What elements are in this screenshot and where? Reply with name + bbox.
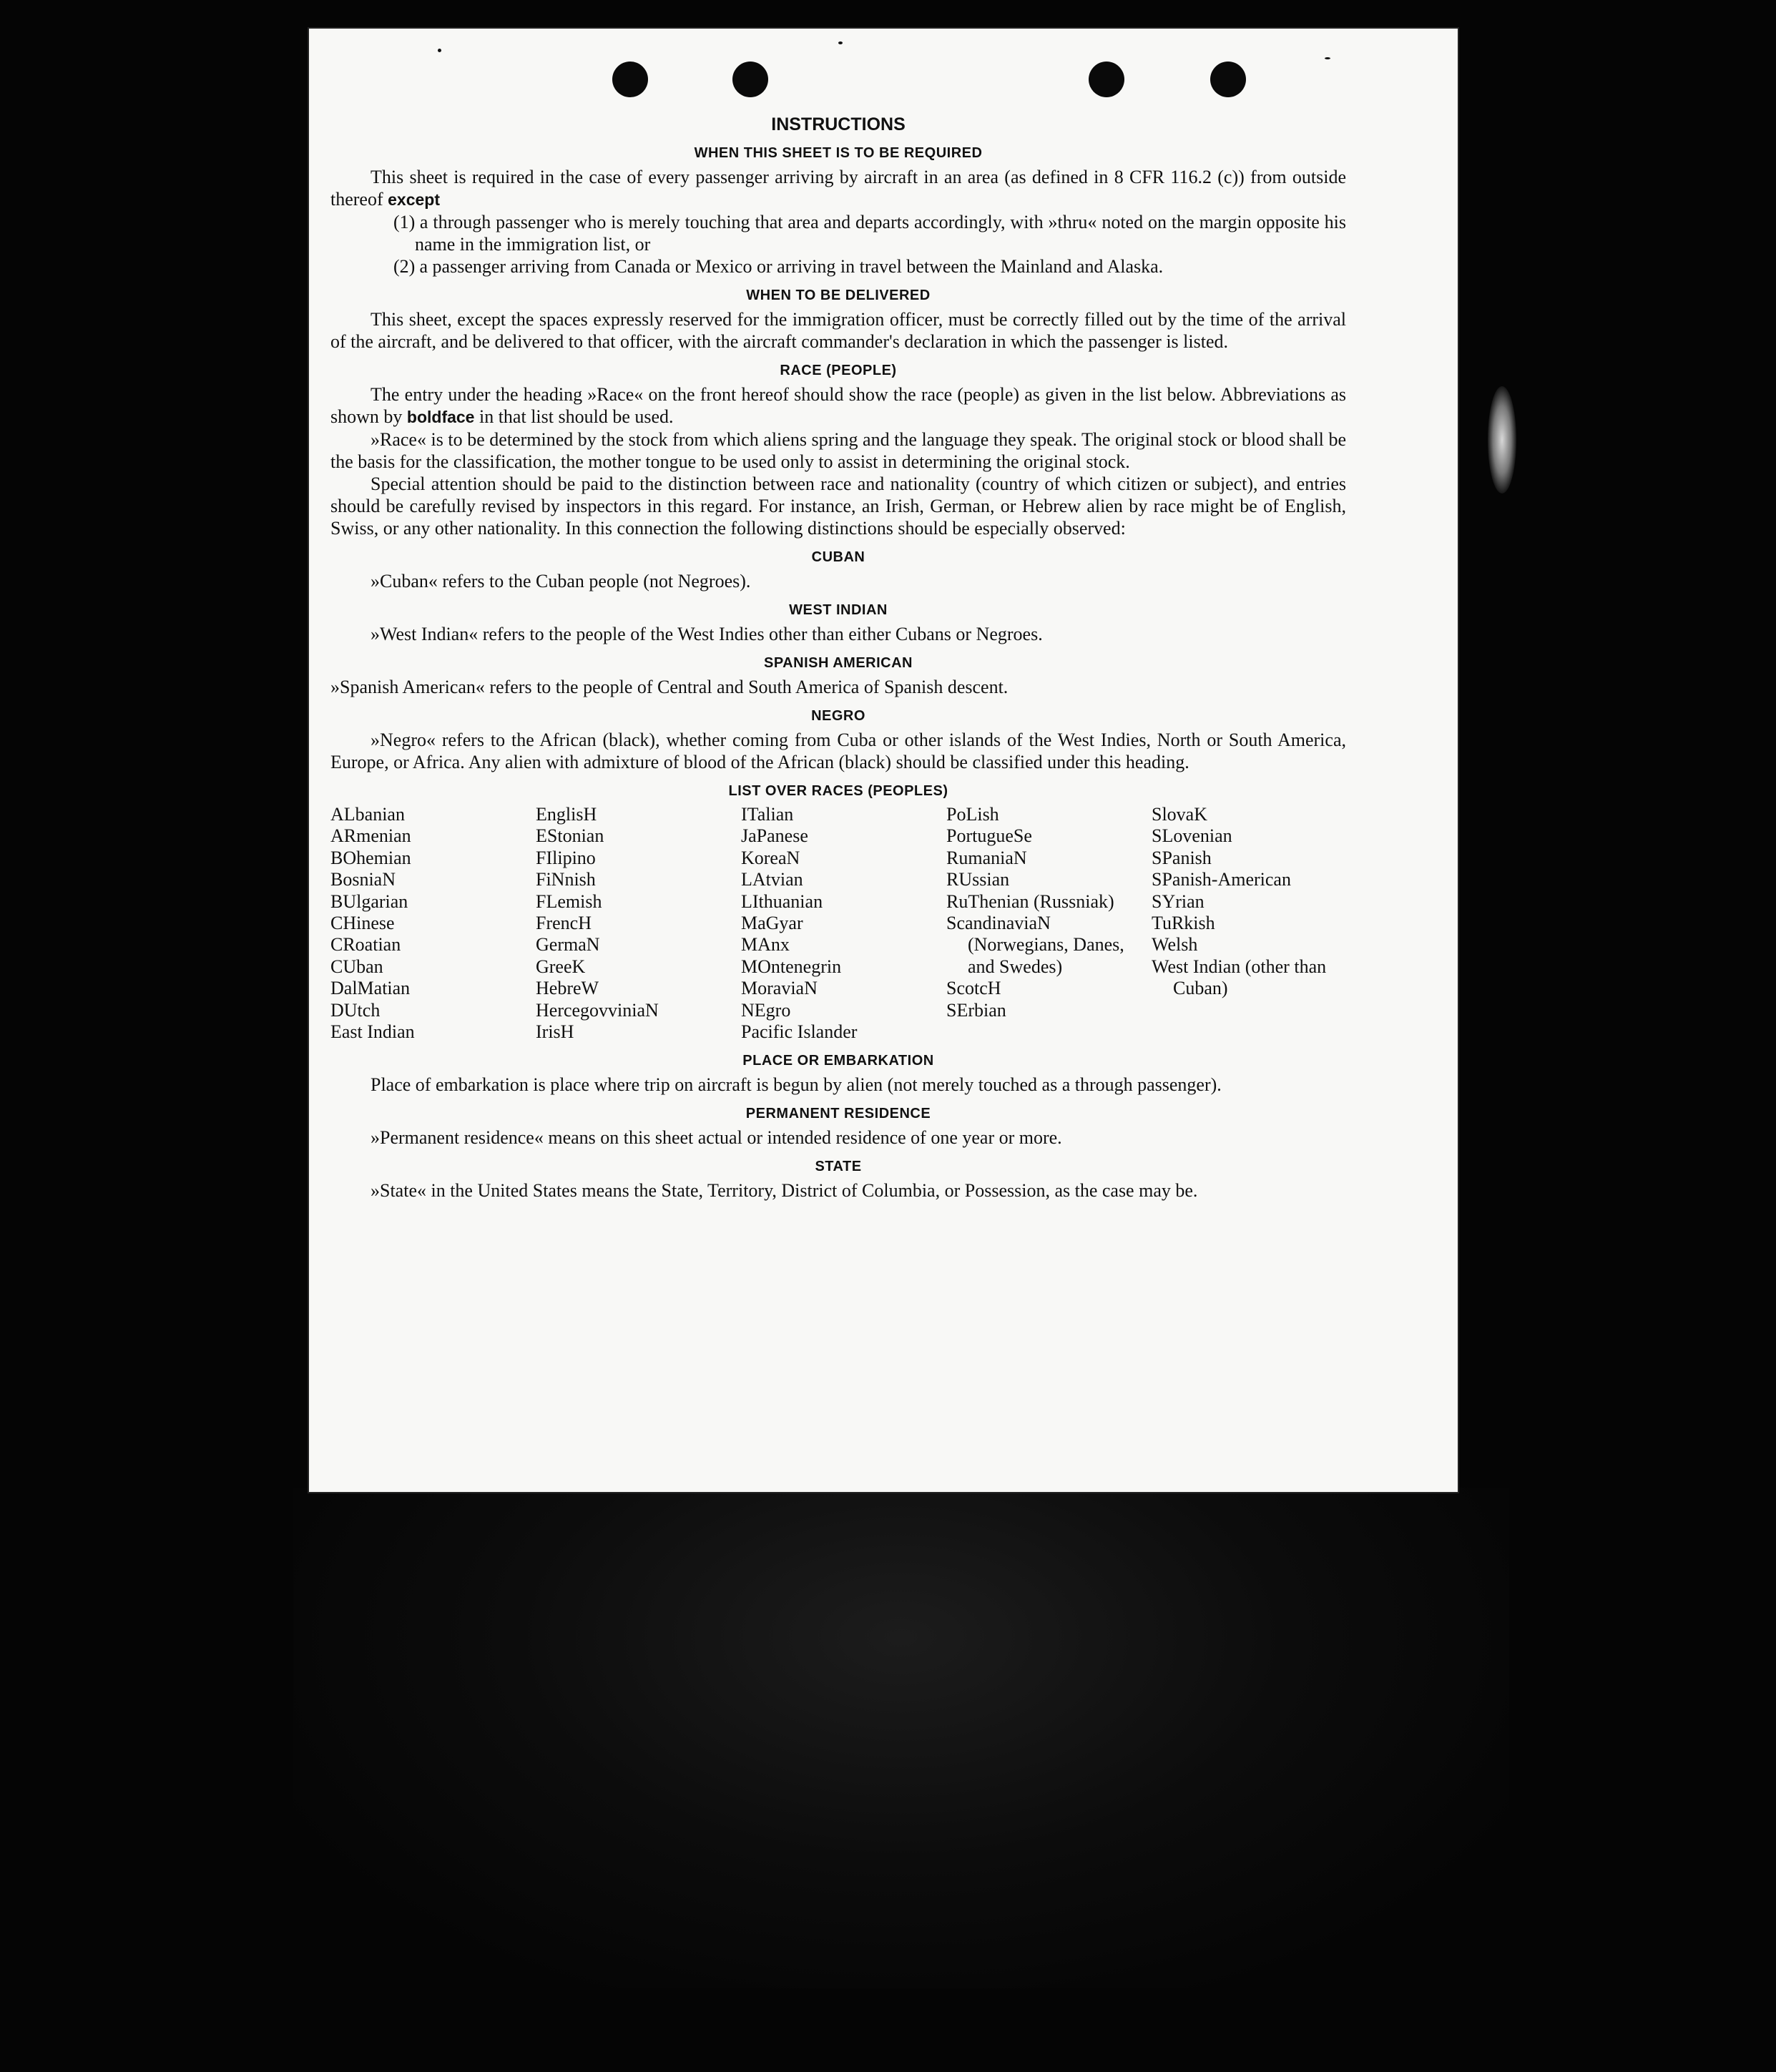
negro-paragraph: »Negro« refers to the African (black), whether coming from Cuba or other islands of the West Indies, North or South America, Europe, or Africa. Any alien with admixture of blood of the African (black) should be classified under this heading. [330, 730, 1346, 772]
race-item: NEgro [741, 999, 791, 1021]
section-heading-race-list: LIST OVER RACES (PEOPLES) [728, 783, 948, 799]
race-item: KoreaN [741, 847, 800, 868]
when-required-paragraph: This sheet is required in the case of every passenger arriving by aircraft in an area (as defined in 8 CFR 116.2 (c)) from outside thereof except [330, 167, 1346, 210]
race-item: CUban [330, 956, 383, 977]
west-indian-paragraph: »West Indian« refers to the people of the West Indies other than either Cubans or Negroes. [371, 624, 1043, 644]
race-item: BosniaN [330, 869, 396, 890]
race-column [330, 804, 536, 1043]
section-heading-west-indian: WEST INDIAN [789, 602, 888, 618]
race-item: ALbanian [330, 804, 405, 825]
race-item: SErbian [946, 999, 1006, 1021]
exception-item: (1) a through passenger who is merely touching that area and departs accordingly, with »thru« noted on the margin opposite his name in the immigration list, or [393, 212, 1347, 255]
race-column [1152, 804, 1346, 1043]
race-item: RumaniaN [946, 847, 1027, 868]
race-list [330, 804, 1346, 1043]
race-item: HebreW [536, 978, 599, 999]
race-item: FIlipino [536, 847, 596, 868]
boldface-keyword: boldface [406, 408, 475, 426]
section-heading-negro: NEGRO [811, 708, 865, 724]
race-item: GermaN [536, 934, 600, 956]
dust-speck [1325, 57, 1330, 59]
when-delivered-paragraph: This sheet, except the spaces expressly reserved for the immigration officer, must be correctly filled out by the time of the arrival of the aircraft, and be delivered to that officer, with the aircraft commander's declaration in which the passenger is listed. [330, 309, 1346, 352]
race-item: HercegovviniaN [536, 999, 659, 1021]
spanish-american-paragraph: »Spanish American« refers to the people of Central and South America of Spanish descent. [330, 677, 1009, 697]
race-item: CHinese [330, 913, 395, 934]
punch-hole [732, 62, 768, 97]
section-heading-state: STATE [815, 1159, 862, 1175]
exception-item: (2) a passenger arriving from Canada or Mexico or arriving in travel between the Mainland and Alaska. [393, 256, 1164, 277]
race-item: IrisH [536, 1021, 574, 1043]
race-column [741, 804, 946, 1043]
race-item: Welsh [1152, 934, 1198, 956]
race-item: East Indian [330, 1021, 415, 1043]
race-item: CRoatian [330, 934, 401, 956]
race-item: ARmenian [330, 825, 411, 847]
race-item: Pacific Islander [741, 1021, 858, 1043]
permanent-residence-paragraph: »Permanent residence« means on this sheet actual or intended residence of one year or more. [371, 1127, 1062, 1149]
race-item: FrencH [536, 913, 592, 934]
race-item: FLemish [536, 890, 602, 912]
instruction-sheet [309, 29, 1458, 1492]
instructions-body [330, 114, 1346, 1202]
race-paragraph-1: The entry under the heading »Race« on the front hereof should show the race (people) as given in the list below. Abbreviations as shown by boldface in that list should be used. [330, 384, 1346, 427]
except-keyword: except [388, 190, 440, 209]
section-heading-spanish-american: SPANISH AMERICAN [763, 655, 913, 671]
place-embarkation-paragraph: Place of embarkation is place where trip on aircraft is begun by alien (not merely touched as a through passenger). [371, 1074, 1222, 1096]
race-column [536, 804, 741, 1043]
race-item: RUssian [946, 869, 1010, 890]
race-item: MoraviaN [741, 978, 818, 999]
race-item: BOhemian [330, 847, 411, 868]
race-item: MOntenegrin [741, 956, 842, 977]
race-item: SlovaK [1152, 804, 1207, 825]
scanner-backdrop [293, 1488, 1509, 1988]
section-heading-permanent-residence: PERMANENT RESIDENCE [745, 1106, 931, 1122]
race-item: GreeK [536, 956, 586, 977]
race-item: SLovenian [1152, 825, 1232, 847]
state-paragraph: »State« in the United States means the State, Territory, District of Columbia, or Possession, as the case may be. [371, 1180, 1198, 1202]
race-item: DUtch [330, 999, 381, 1021]
race-item: BUlgarian [330, 890, 408, 912]
race-item: ScandinaviaN (Norwegians, Danes, and Swedes) [946, 913, 1124, 977]
race-item: West Indian (other than Cuban) [1152, 956, 1327, 999]
section-heading-when-delivered: WHEN TO BE DELIVERED [746, 288, 931, 303]
race-item: PortugueSe [946, 825, 1032, 847]
race-item: SYrian [1152, 890, 1205, 912]
race-item: JaPanese [741, 825, 808, 847]
race-paragraph-2: »Race« is to be determined by the stock from which aliens spring and the language they speak. The original stock or blood shall be the basis for the classification, the mother tongue to be used only to assist in determining the original stock. [330, 429, 1346, 472]
dust-speck [838, 41, 843, 44]
race-item: TuRkish [1152, 913, 1215, 934]
race-item: ITalian [741, 804, 794, 825]
light-glare [1488, 386, 1516, 494]
race-item: PoLish [946, 804, 999, 825]
race-item: FiNnish [536, 869, 596, 890]
race-item: EStonian [536, 825, 604, 847]
race-item: LIthuanian [741, 890, 823, 912]
punch-hole [1089, 62, 1124, 97]
dust-speck [438, 49, 441, 52]
race-item: SPanish-American [1152, 869, 1291, 890]
race-item: SPanish [1152, 847, 1212, 868]
punch-hole [1210, 62, 1246, 97]
page-title: INSTRUCTIONS [771, 114, 906, 134]
race-item: ScotcH [946, 978, 1001, 999]
race-paragraph-3: Special attention should be paid to the distinction between race and nationality (country of which citizen or subject), and entries should be carefully revised by inspectors in this regard. For instance, an Irish, German, or Hebrew alien by race might be of English, Swiss, or any other nationality. In this connection the following distinctions should be especially observed: [330, 473, 1346, 539]
cuban-paragraph: »Cuban« refers to the Cuban people (not Negroes). [371, 571, 751, 591]
race-item: LAtvian [741, 869, 803, 890]
section-heading-place-embarkation: PLACE OR EMBARKATION [742, 1053, 934, 1069]
race-item: EnglisH [536, 804, 597, 825]
section-heading-cuban: CUBAN [811, 549, 865, 565]
race-item: DalMatian [330, 978, 411, 999]
section-heading-when-required: WHEN THIS SHEET IS TO BE REQUIRED [694, 145, 983, 161]
section-heading-race: RACE (PEOPLE) [780, 363, 897, 378]
race-item: MAnx [741, 934, 790, 956]
race-column [946, 804, 1152, 1043]
race-item: RuThenian (Russniak) [946, 890, 1114, 912]
punch-hole [612, 62, 648, 97]
race-item: MaGyar [741, 913, 803, 934]
